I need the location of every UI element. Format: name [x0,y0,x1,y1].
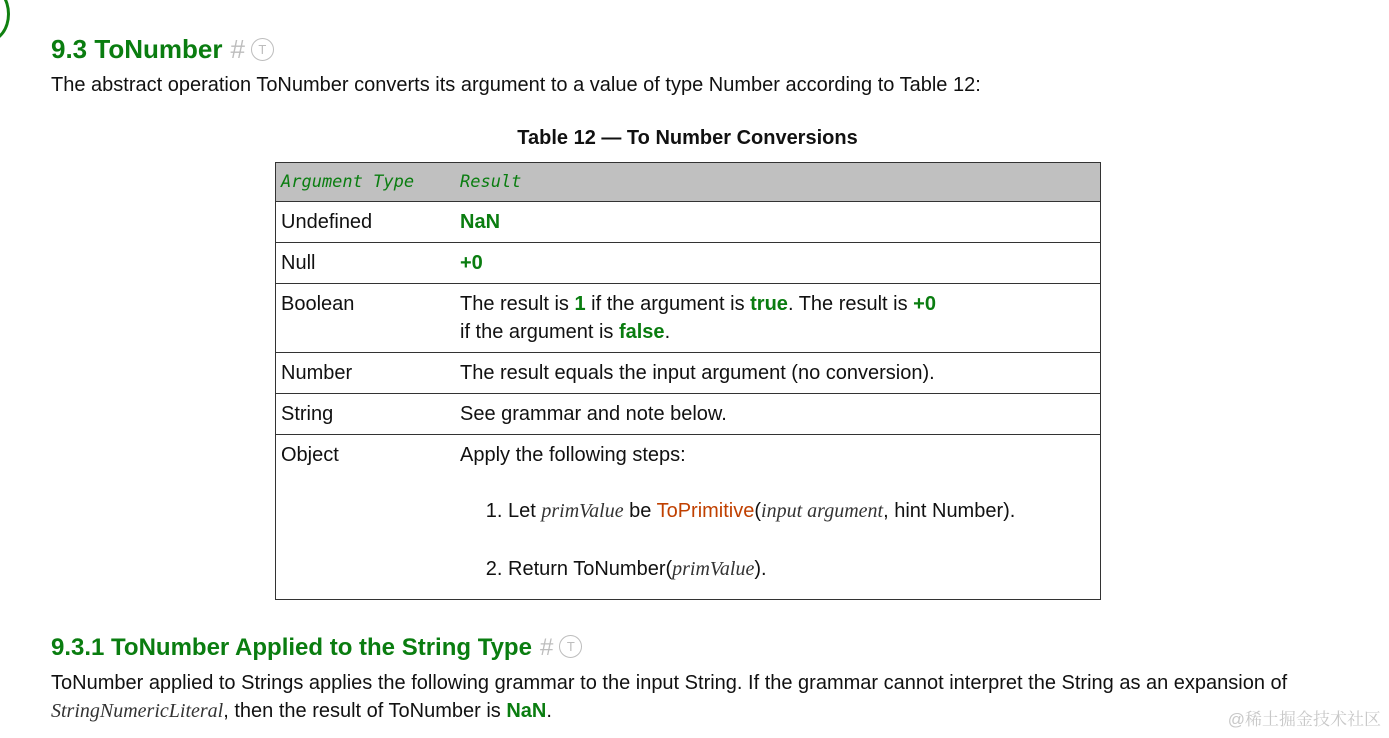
table-row [276,435,1101,600]
text: , hint Number). [883,500,1016,522]
cell-result [455,202,1101,243]
header-argument-type: Argument Type [276,163,456,202]
anchor-hash-link[interactable]: # [539,634,554,661]
table-caption: Table 12 — To Number Conversions [517,127,858,149]
cell-type: Object [276,435,456,600]
table-header-row [276,163,1101,202]
section-paragraph [51,669,1341,725]
t-circle-icon[interactable]: T [559,635,582,658]
text: if the argument is [460,321,619,343]
text: . [664,321,671,343]
text: Return ToNumber( [508,558,673,580]
text: , then the result of ToNumber is [223,700,507,722]
text: if the argument is [585,293,751,315]
cell-type: Number [276,353,456,394]
value-nan: NaN [460,211,501,233]
section-title: 9.3 ToNumber [51,34,223,64]
variable: input argument [761,500,884,522]
section-heading-9-3-1 [51,634,582,662]
table-row [276,284,1101,353]
text: be [623,500,657,522]
cell-type: Null [276,243,456,284]
value-false: false [618,321,665,343]
cell-result: See grammar and note below. [455,394,1101,435]
edge-decoration [0,0,10,42]
value-one: 1 [574,293,586,315]
value-nan: NaN [506,700,547,722]
text: ToNumber applied to Strings applies the following grammar to the input String. If the grammar cannot interpret the String as an expansion of [51,672,1288,694]
anchor-hash-link[interactable]: # [230,34,245,64]
variable: StringNumericLiteral [51,700,224,722]
list-item [508,497,1095,525]
text: ( [754,500,762,522]
steps-list [460,497,1095,583]
cell-type: Undefined [276,202,456,243]
table-row [276,243,1101,284]
conversion-table [275,162,1101,600]
table-row [276,202,1101,243]
text: . The result is [787,293,914,315]
variable: primValue [672,558,755,580]
section-heading-9-3 [51,34,274,65]
section-intro: The abstract operation ToNumber converts its argument to a value of type Number according to Table 12: [51,74,981,96]
text: Let [508,500,542,522]
cell-result [455,284,1101,353]
text: ). [754,558,767,580]
header-result: Result [455,163,1101,202]
toprimitive-link[interactable]: ToPrimitive [656,500,755,522]
variable: primValue [541,500,624,522]
steps-intro: Apply the following steps: [460,444,686,466]
cell-result [455,243,1101,284]
cell-type: Boolean [276,284,456,353]
table-row [276,353,1101,394]
value-plus-zero: +0 [460,252,483,274]
table-row [276,394,1101,435]
section-title: 9.3.1 ToNumber Applied to the String Type [51,634,532,661]
cell-type: String [276,394,456,435]
watermark: @稀土掘金技术社区 [1227,710,1381,729]
text: The result is [460,293,575,315]
text: . [546,700,552,722]
list-item [508,555,1095,583]
cell-result: The result equals the input argument (no conversion). [455,353,1101,394]
value-plus-zero: +0 [913,293,936,315]
value-true: true [750,293,788,315]
cell-result [455,435,1101,600]
t-circle-icon[interactable]: T [251,38,274,61]
